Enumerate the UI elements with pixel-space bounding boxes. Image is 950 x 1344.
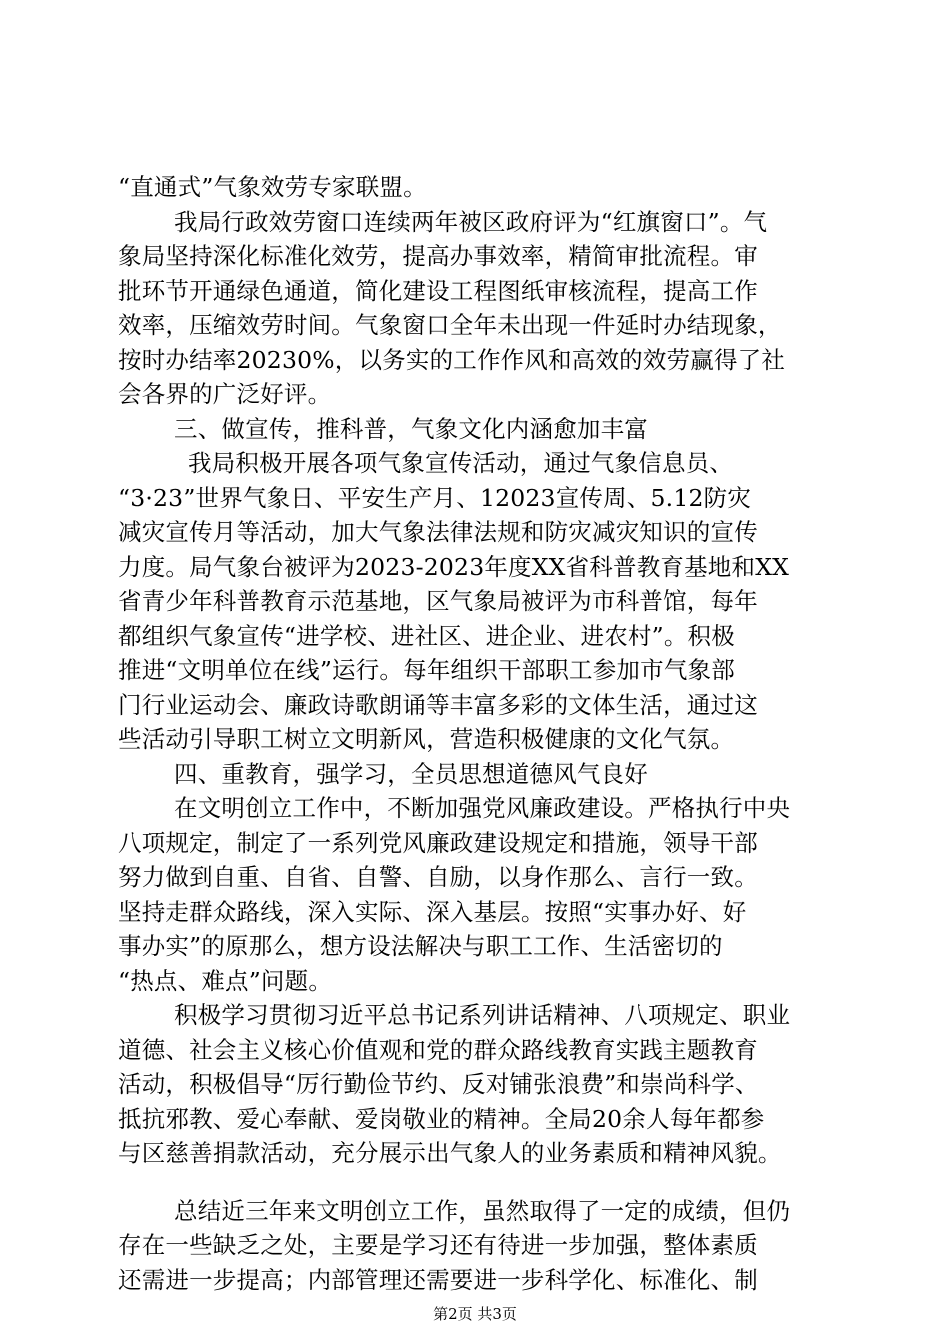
text-line: 门行业运动会、廉政诗歌朗诵等丰富多彩的文体生活，通过这 <box>118 691 758 719</box>
text-line: 抵抗邪教、爱心奉献、爱岗敬业的精神。全局20余人每年都参 <box>118 1105 765 1133</box>
text-line: 存在一些缺乏之处，主要是学习还有待进一步加强，整体素质 <box>118 1231 758 1259</box>
text-line: 省青少年科普教育示范基地，区气象局被评为市科普馆，每年 <box>118 587 758 615</box>
text-line: 还需进一步提高；内部管理还需要进一步科学化、标准化、制 <box>118 1266 758 1294</box>
text-line: 会各界的广泛好评。 <box>118 380 332 408</box>
text-line: 坚持走群众路线，深入实际、深入基层。按照“实事办好、好 <box>118 898 747 926</box>
text-line: 道德、社会主义核心价值观和党的群众路线教育实践主题教育 <box>118 1036 758 1064</box>
section-heading: 四、重教育，强学习，全员思想道德风气良好 <box>174 760 648 788</box>
text-line: 积极学习贯彻习近平总书记系列讲话精神、八项规定、职业 <box>174 1001 791 1029</box>
section-heading: 三、做宣传，推科普，气象文化内涵愈加丰富 <box>174 415 648 443</box>
text-line: 总结近三年来文明创立工作，虽然取得了一定的成绩，但仍 <box>174 1197 791 1225</box>
text-line: 八项规定，制定了一系列党风廉政建设规定和措施，领导干部 <box>118 829 758 857</box>
text-line: “3·23”世界气象日、平安生产月、12023宣传周、5.12防灾 <box>118 484 752 512</box>
text-line: 批环节开通绿色通道，简化建设工程图纸审核流程，提高工作 <box>118 277 758 305</box>
text-line: “直通式”气象效劳专家联盟。 <box>118 173 427 201</box>
text-line: 效率，压缩效劳时间。气象窗口全年未出现一件延时办结现象， <box>118 311 782 339</box>
text-line: 都组织气象宣传“进学校、进社区、进企业、进农村”。积极 <box>118 622 735 650</box>
text-line: 事办实”的原那么，想方设法解决与职工工作、生活密切的 <box>118 932 723 960</box>
text-line: 我局行政效劳窗口连续两年被区政府评为“红旗窗口”。气 <box>174 208 768 236</box>
text-line: 与区慈善捐款活动，充分展示出气象人的业务素质和精神风貌。 <box>118 1139 782 1167</box>
text-line: 象局坚持深化标准化效劳，提高办事效率，精简审批流程。审 <box>118 242 758 270</box>
text-line: 推进“文明单位在线”运行。每年组织干部职工参加市气象部 <box>118 656 735 684</box>
text-line: 力度。局气象台被评为2023-2023年度XX省科普教育基地和XX <box>118 553 790 581</box>
page-footer: 第2页 共3页 <box>433 1305 517 1323</box>
text-line: 减灾宣传月等活动，加大气象法律法规和防灾减灾知识的宣传 <box>118 518 758 546</box>
text-line: 活动，积极倡导“厉行勤俭节约、反对铺张浪费”和崇尚科学、 <box>118 1070 759 1098</box>
text-line: 些活动引导职工树立文明新风，营造积极健康的文化气氛。 <box>118 725 735 753</box>
text-line: 我局积极开展各项气象宣传活动，通过气象信息员、 <box>188 449 734 477</box>
text-line: 努力做到自重、自省、自警、自励，以身作那么、言行一致。 <box>118 863 758 891</box>
text-line: 按时办结率20230%，以务实的工作作风和高效的效劳赢得了社 <box>118 346 786 374</box>
text-line: “热点、难点”问题。 <box>118 967 333 995</box>
text-line: 在文明创立工作中，不断加强党风廉政建设。严格执行中央 <box>174 794 791 822</box>
